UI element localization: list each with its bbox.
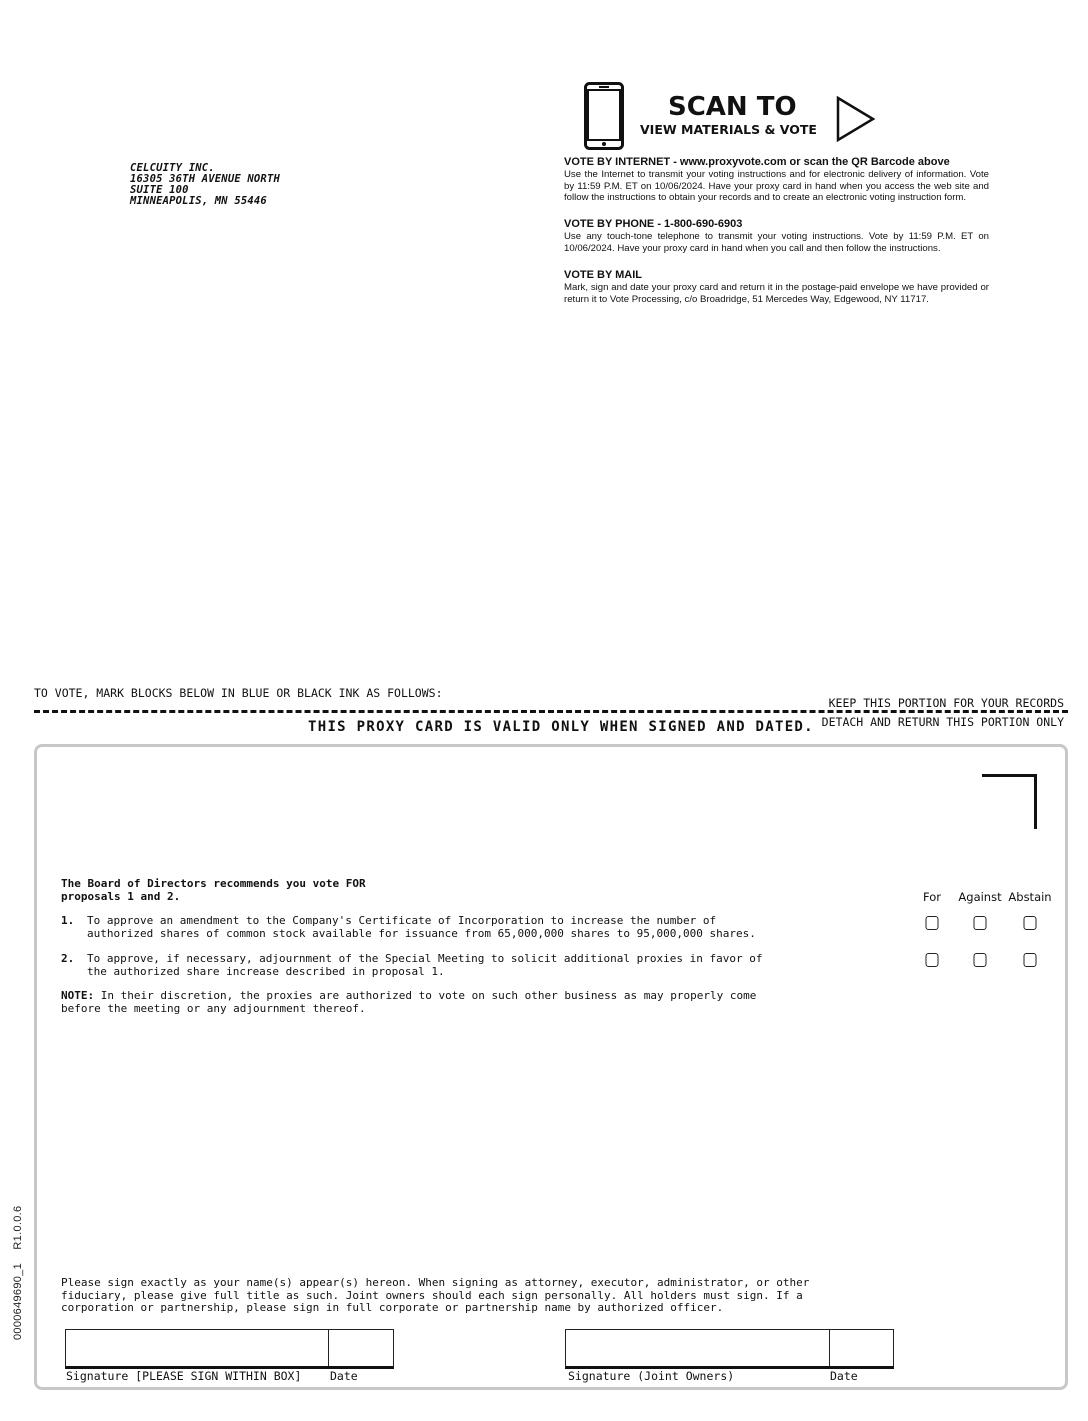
vote-phone-heading: VOTE BY PHONE - 1-800-690-6903	[564, 218, 743, 230]
proposal-text: To approve an amendment to the Company's Certificate of Incorporation to increase the number of authorized shares of common stock available for issuance from 65,000,000 shares to 95,000,000 shares.	[87, 914, 756, 940]
proposal-2-abstain-checkbox[interactable]	[1024, 953, 1037, 967]
date-box[interactable]	[328, 1329, 394, 1369]
keep-portion-label: KEEP THIS PORTION FOR YOUR RECORDS	[828, 696, 1064, 710]
play-arrow-icon	[836, 96, 876, 142]
proposal-2-against-checkbox[interactable]	[974, 953, 987, 967]
joint-date-label: Date	[830, 1369, 858, 1383]
scan-subtitle: VIEW MATERIALS & VOTE	[640, 122, 817, 137]
detach-line	[34, 710, 1068, 713]
mailing-address	[130, 163, 280, 207]
vote-mail-body: Mark, sign and date your proxy card and return it in the postage-paid envelope we have provided or return it to Vote Processing, c/o Broadridge, 51 Mercedes Way, Edgewood, NY 11717.	[564, 282, 989, 305]
proposal-1-abstain-checkbox[interactable]	[1024, 916, 1037, 930]
column-against: Against	[958, 890, 1002, 904]
corner-mark	[982, 774, 1037, 829]
column-for: For	[923, 890, 941, 904]
joint-date-box[interactable]	[829, 1329, 894, 1369]
joint-signature-label: Signature (Joint Owners)	[568, 1369, 735, 1383]
proposal-2	[61, 953, 787, 978]
valid-only-when-signed: THIS PROXY CARD IS VALID ONLY WHEN SIGNED AND DATED.	[308, 719, 814, 735]
proposal-number: 2.	[61, 952, 75, 965]
board-recommendation	[61, 877, 366, 903]
board-recommendation-line: proposals 1 and 2.	[61, 890, 181, 903]
vote-internet-body: Use the Internet to transmit your voting instructions and for electronic delivery of information. Vote by 11:59 P.M. ET on 10/06/2024. Have your proxy card in hand when you access the web site and follow the instructions to obtain your records and to create an electronic voting instruction form.	[564, 169, 989, 203]
vote-by-phone	[564, 218, 989, 254]
vote-phone-body: Use any touch-tone telephone to transmit your voting instructions. Vote by 11:59 P.M. ET on 10/06/2024. Have your proxy card in hand when you call and then follow the instructions.	[564, 231, 989, 254]
address-line: SUITE 100	[130, 184, 189, 196]
address-line: CELCUITY INC.	[130, 162, 215, 174]
note	[61, 990, 801, 1015]
proposal-1-against-checkbox[interactable]	[974, 916, 987, 930]
scan-title: SCAN TO	[668, 92, 797, 122]
phone-icon	[584, 82, 624, 150]
vote-by-mail	[564, 269, 989, 305]
proposal-1	[61, 915, 787, 940]
vote-mail-heading: VOTE BY MAIL	[564, 269, 643, 281]
proposal-2-for-checkbox[interactable]	[926, 953, 939, 967]
signature-label: Signature [PLEASE SIGN WITHIN BOX]	[66, 1369, 302, 1383]
address-line: MINNEAPOLIS, MN 55446	[130, 195, 267, 207]
signature-box[interactable]	[65, 1329, 329, 1369]
proposal-text: To approve, if necessary, adjournment of the Special Meeting to solicit additional proxies in favor of the authorized share increase described in proposal 1.	[87, 952, 763, 978]
note-label: NOTE:	[61, 989, 95, 1002]
proposal-1-for-checkbox[interactable]	[926, 916, 939, 930]
address-line: 16305 36TH AVENUE NORTH	[130, 173, 280, 185]
to-vote-instruction: TO VOTE, MARK BLOCKS BELOW IN BLUE OR BLACK INK AS FOLLOWS:	[34, 686, 443, 700]
vote-internet-heading: VOTE BY INTERNET - www.proxyvote.com or scan the QR Barcode above	[564, 156, 950, 168]
column-abstain: Abstain	[1008, 890, 1052, 904]
form-id: 0000649690_1 R1.0.0.6	[12, 1205, 24, 1340]
detach-portion-label: DETACH AND RETURN THIS PORTION ONLY	[821, 715, 1064, 729]
vote-by-internet	[564, 156, 989, 204]
note-text: In their discretion, the proxies are authorized to vote on such other business as may properly come before the meeting or any adjournment thereof.	[61, 989, 757, 1015]
signing-instructions: Please sign exactly as your name(s) appear(s) hereon. When signing as attorney, executor, administrator, or other fiduciary, please give full title as such. Joint owners should each sign personally. All holders must sign. If a corporation or partnership, please sign in full corporate or partnership name by authorized officer.	[61, 1276, 810, 1314]
proposal-number: 1.	[61, 914, 75, 927]
board-recommendation-line: The Board of Directors recommends you vote FOR	[61, 877, 366, 890]
date-label: Date	[330, 1369, 358, 1383]
joint-signature-box[interactable]	[565, 1329, 830, 1369]
